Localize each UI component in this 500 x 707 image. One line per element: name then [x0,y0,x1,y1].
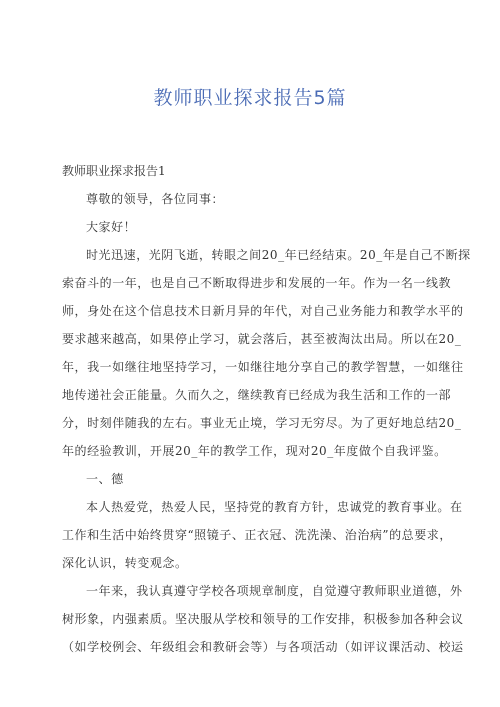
paragraph-line: 要求越来越高，如果停止学习，就会落后，甚至被淘汰出局。所以在20_ [62,332,462,346]
paragraph-line: 年，我一如继往地坚持学习，一如继往地分享自己的教学智慧，一如继往 [62,360,464,374]
paragraph-line: 深化认识，转变观念。 [62,556,188,570]
paragraph-line: 尊敬的领导，各位同事： [86,192,225,206]
paragraph-line: 树形象，内强素质。坚决服从学校和领导的工作安排，积极参加各种会议 [62,612,464,626]
paragraph-line: 年的经验教训，开展20_年的教学工作，现对20_年度做个自我评鉴。 [62,444,447,458]
paragraph-line: 索奋斗的一年，也是自己不断取得进步和发展的一年。作为一名一线教 [62,276,452,290]
paragraph-line: 工作和生活中始终贯穿“照镜子、正衣冠、洗洗澡、治治病”的总要求， [62,528,452,542]
paragraph-line: （如学校例会、年级组会和教研会等）与各项活动（如评议课活动、校运 [62,640,464,654]
paragraph-line: 师，身处在这个信息技术日新月异的年代，对自己业务能力和教学水平的 [62,304,464,318]
document-title: 教师职业探求报告5篇 [153,87,347,109]
paragraph-line: 大家好！ [86,220,137,234]
paragraph-line: 时光迅速，光阴飞逝，转眼之间20_年已经结束。20_年是自己不断探 [86,248,471,262]
paragraph-line: 本人热爱党，热爱人民，坚持党的教育方针，忠诚党的教育事业。在 [86,500,463,514]
paragraph-line: 一年来，我认真遵守学校各项规章制度，自觉遵守教师职业道德，外 [86,584,463,598]
paragraph-line: 地传递社会正能量。久而久之，继续教育已经成为我生活和工作的一部 [62,388,452,402]
section-heading: 教师职业探求报告1 [62,164,166,178]
paragraph-line: 分，时刻伴随我的左右。事业无止境，学习无穷尽。为了更好地总结20_ [62,416,462,430]
subsection-heading: 一、德 [86,472,124,486]
